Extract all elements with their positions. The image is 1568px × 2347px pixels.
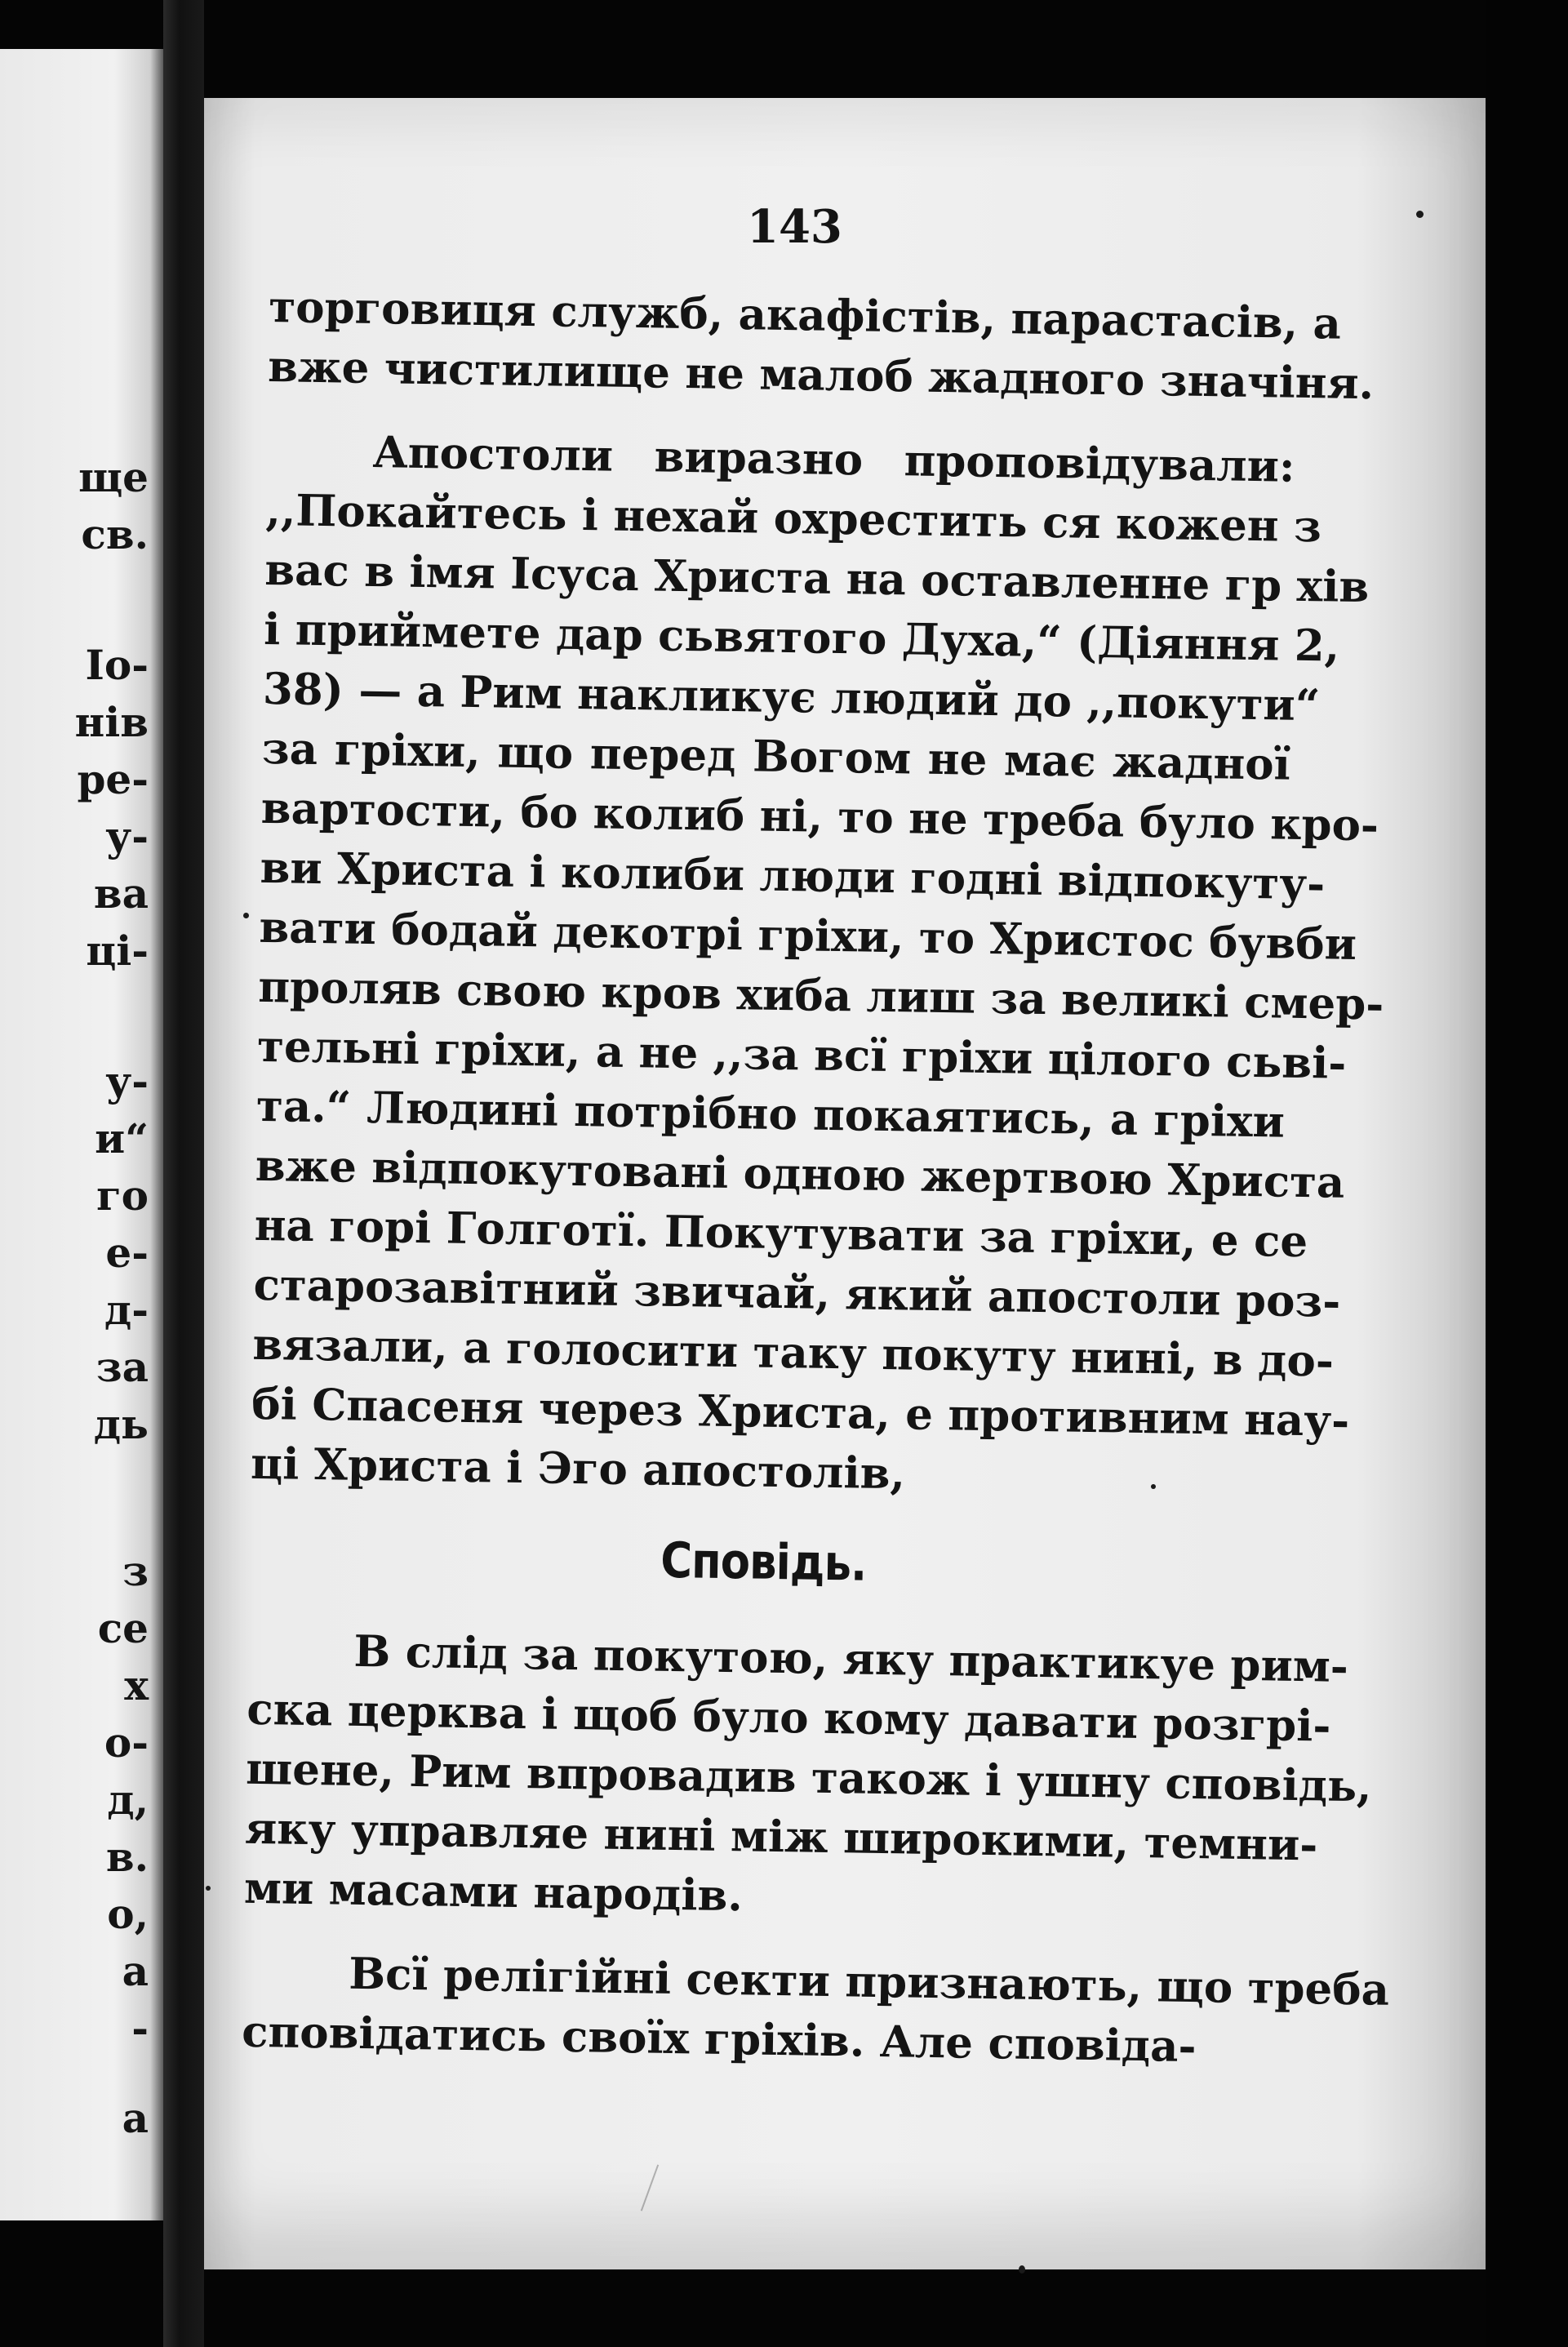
left-page-fragment: дь xyxy=(93,1400,149,1448)
text-line: В слід за покутою, яку практикуе рим- xyxy=(353,1625,1349,1692)
text-line: ви Христа і колиби люди годні відпокуту- xyxy=(260,842,1326,910)
text-line: вартости, бо колиб ні, то не треба було кро- xyxy=(260,782,1379,851)
text-line: торговиця служб, акафістів, парастасів, а xyxy=(268,281,1342,349)
text-line: старозавітний звичай, який апостоли роз- xyxy=(253,1259,1341,1327)
text-line: ці Христа і Эго апостолів, xyxy=(250,1438,906,1500)
text-line: за гріхи, що перед Вогом не має жадної xyxy=(261,722,1291,790)
left-facing-page xyxy=(0,49,163,2220)
text-line: вже відпокутовані одною жертвою Христа xyxy=(255,1140,1345,1208)
left-page-fragment: а xyxy=(122,2094,149,2142)
paragraph xyxy=(243,1620,1373,1935)
left-page-fragment: у- xyxy=(105,1057,149,1105)
text-line: вас в імя Ісуса Христа на оставленне гр хів xyxy=(264,544,1370,613)
speck-mark xyxy=(243,913,249,918)
speck-mark xyxy=(1416,211,1424,218)
left-page-fragment: нів xyxy=(74,698,149,746)
text-line: сповідатись своїх гріхів. Але сповіда- xyxy=(241,2006,1197,2073)
text-line: Всї релігійні секти признають, що треба xyxy=(348,1948,1390,2016)
text-line: Апостоли виразно проповідували: xyxy=(372,427,1296,492)
left-page-fragment: - xyxy=(131,2004,149,2052)
left-page-fragment: св. xyxy=(81,510,149,558)
left-page-fragment: Іо- xyxy=(85,641,149,689)
text-line: вязали, а голосити таку покуту нині, в до- xyxy=(251,1318,1335,1387)
left-page-fragment: за xyxy=(96,1343,149,1391)
text-line: бі Спасеня через Христа, е противним нау- xyxy=(251,1378,1350,1447)
left-page-fragment: з xyxy=(122,1547,149,1595)
page-text-block xyxy=(241,278,1390,2103)
left-page-fragment: а xyxy=(122,1947,149,1995)
left-page-fragment: ще xyxy=(78,453,149,501)
section-heading: Сповідь. xyxy=(660,1531,867,1593)
right-film-edge xyxy=(1486,0,1568,2347)
text-line: ми масами народів. xyxy=(243,1862,744,1922)
text-line: ска церква і щоб було кому давати розгрі- xyxy=(246,1683,1331,1752)
left-page-fragment: д, xyxy=(107,1776,149,1824)
left-page-fragment: д- xyxy=(104,1286,149,1334)
paragraph xyxy=(267,278,1375,413)
left-page-fragment: в. xyxy=(105,1833,149,1881)
text-line: шене, Рим впровадив також і ушну сповідь, xyxy=(245,1743,1373,1812)
left-page-fragment: о- xyxy=(104,1718,149,1767)
text-line: і приймете дар сьвятого Духа,“ (Діяння 2, xyxy=(263,603,1340,672)
paragraph xyxy=(250,421,1384,1510)
left-page-fragment: о, xyxy=(107,1890,149,1938)
book-gutter xyxy=(163,0,204,2347)
text-line: яку управляе нині між широкими, темни- xyxy=(244,1802,1318,1871)
text-line: ,,Покайтесь і нехай охрестить ся кожен з xyxy=(265,484,1322,553)
left-page-fragment: ре- xyxy=(77,755,149,803)
left-page-fragment: ці- xyxy=(86,927,149,975)
page-number: 143 xyxy=(747,200,842,254)
text-line: тельні гріхи, а не ,,за всї гріхи цілого сьві- xyxy=(256,1020,1347,1089)
left-page-fragment: у- xyxy=(105,812,149,860)
text-line: та.“ Людині потрібно покаятись, а гріхи xyxy=(255,1080,1286,1148)
speck-mark xyxy=(1151,1484,1156,1489)
text-line: вати бодай декотрі гріхи, то Христос бувби xyxy=(259,901,1357,971)
left-page-fragment: се xyxy=(97,1604,149,1652)
left-page-fragment: ва xyxy=(93,869,149,918)
text-line: вже чистилище не малоб жадного значіня. xyxy=(267,340,1375,410)
text-line: на горі Голготї. Покутувати за гріхи, е се xyxy=(254,1199,1308,1268)
paragraph xyxy=(241,1943,1390,2078)
speck-mark xyxy=(206,1886,211,1891)
left-page-fragment: го xyxy=(96,1171,149,1220)
left-page-fragment: и“ xyxy=(95,1114,149,1162)
speck-mark xyxy=(1019,2265,1025,2274)
left-page-fragment: е- xyxy=(105,1229,149,1277)
text-line: проляв свою кров хиба лиш за великі смер- xyxy=(257,961,1384,1030)
left-page-fragment: х xyxy=(124,1661,149,1709)
text-line: 38) — а Рим накликує людий до ,,покути“ xyxy=(262,663,1321,731)
